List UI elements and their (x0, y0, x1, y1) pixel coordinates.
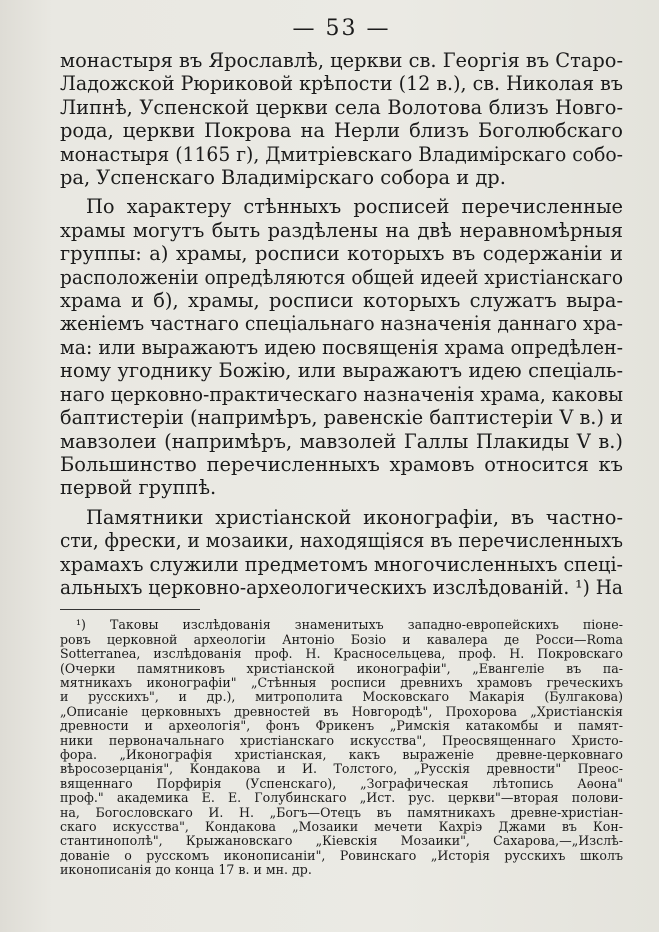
page-number: — 53 — (292, 16, 391, 41)
footnote-line: вѣросозерцанія", Кондакова и И. Толстого, „Русскія древности" Преос- (60, 762, 623, 777)
text-line: монастыря въ Ярославлѣ, церкви св. Георгія въ Старо- (60, 49, 623, 72)
footnote-line: Sotterranea, изслѣдованія проф. Н. Красносельцева, проф. Н. Покровскаго (60, 647, 623, 662)
text-line: ма: или выражаютъ идею посвященія храма опредѣлен- (60, 335, 623, 359)
text-line: наго церковно-практическаго назначенія храма, каковы (60, 382, 623, 406)
text-line: сти, фрески, и мозаики, находящіяся въ перечисленныхъ (60, 529, 623, 553)
main-text (60, 49, 623, 599)
footnote-line: „Описаніе церковныхъ древностей въ Новгородѣ", Прохорова „Христіанскія (60, 704, 623, 719)
footnote-line: стантинополѣ", Крыжановскаго „Кіевскія Мозаики", Сахарова,—„Изслѣ- (60, 834, 623, 849)
footnote-line: и русскихъ", и др.), митрополита Московскаго Макарія (Булгакова) (60, 690, 623, 705)
paragraph-2 (60, 195, 623, 499)
text-line: баптистеріи (напримѣръ, равенскіе баптистеріи V в.) и (60, 406, 623, 430)
text-line: По характеру стѣнныхъ росписей перечисленные (86, 195, 623, 219)
footnote-line: древности и археологія", фонъ Фрикенъ „Римскія катакомбы и памят- (60, 719, 623, 734)
footnote-line: скаго искусства", Кондакова „Мозаики мечети Кахріэ Джами въ Кон- (60, 820, 623, 835)
text-line: Большинство перечисленныхъ храмовъ относится къ (60, 452, 623, 476)
text-line: храма и б), храмы, росписи которыхъ служатъ выра- (60, 289, 623, 313)
footnote-line: дованіе о русскомъ иконописаніи", Ровинскаго „Исторія русскихъ школъ (60, 848, 623, 863)
text-line: женіемъ частнаго спеціальнаго назначенія даннаго хра- (60, 312, 623, 336)
text-line: ра, Успенскаго Владимірскаго собора и др. (60, 166, 506, 190)
footnote-line: вященнаго Порфирія (Успенскаго), „Зографическая лѣтопись Аѳона" (60, 776, 623, 791)
text-line: альныхъ церковно-археологическихъ изслѣдованій. ¹) На (60, 575, 623, 599)
text-line: рода, церкви Покрова на Нерли близъ Боголюбскаго (60, 119, 623, 143)
text-line: храмахъ служили предметомъ многочисленныхъ спеці- (60, 552, 623, 576)
footnote-line: ¹) Таковы изслѣдованія знаменитыхъ западно-европейскихъ піоне- (76, 618, 623, 633)
text-line: группы: а) храмы, росписи которыхъ въ содержаніи и (60, 242, 623, 266)
text-line: ному угоднику Божію, или выражаютъ идею спеціаль- (60, 359, 623, 383)
text-line: Ладожской Рюриковой крѣпости (12 в.), св. Николая въ (60, 72, 623, 96)
text-line: расположеніи опредѣляются общей идеей христіанскаго (60, 265, 623, 289)
text-line: первой группѣ. (60, 476, 217, 500)
text-line: Липнѣ, Успенской церкви села Волотова близъ Новго- (60, 95, 623, 119)
footnote-line: проф." академика Е. Е. Голубинскаго „Ист. рус. церкви"—вторая полови- (60, 791, 623, 806)
footnote-line: на, Богословскаго И. Н. „Богъ—Отецъ въ памятникахъ древне-христіан- (60, 805, 623, 820)
text-line: монастыря (1165 г), Дмитріевскаго Владимірскаго собо- (60, 142, 623, 166)
footnote-line: фора. „Иконографія христіанская, какъ выраженіе древне-церковнаго (60, 748, 623, 762)
footnote-line: иконописанія до конца 17 в. и мн. др. (60, 863, 312, 878)
text-line: мавзолеи (напримѣръ, мавзолей Галлы Плакиды V в.) (60, 429, 623, 453)
footnote-divider (60, 609, 200, 610)
text-line: Памятники христіанской иконографіи, въ частно- (86, 505, 623, 529)
footnote-line: ровъ церковной археологіи Антоніо Бозіо и кавалера де Росси—Roma (60, 632, 623, 647)
text-line: храмы могутъ быть раздѣлены на двѣ неравномѣрныя (60, 218, 623, 242)
footnote-line: мятникахъ иконографіи" „Стѣнныя росписи древнихъ храмовъ греческихъ (60, 675, 623, 690)
paragraph-1 (60, 49, 623, 189)
footnote-line: ники первоначальнаго христіанскаго искусства", Преосвященнаго Христо- (60, 733, 623, 748)
footnote-line: (Очерки памятниковъ христіанской иконографіи", „Евангеліе въ па- (60, 661, 623, 676)
footnotes (60, 618, 623, 877)
paragraph-3 (60, 506, 623, 600)
